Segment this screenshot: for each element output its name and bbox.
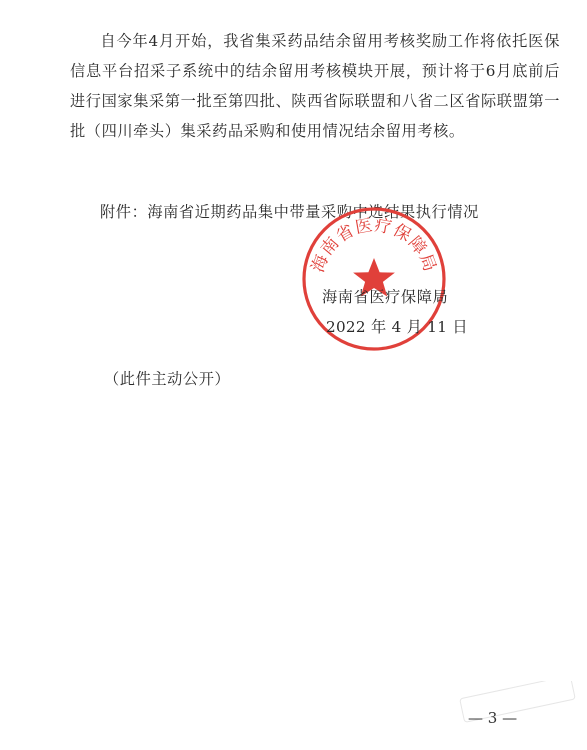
signature-organization: 海南省医疗保障局 xyxy=(322,288,449,306)
seal-text: 海南省医疗保障局 xyxy=(308,215,440,276)
signature-date: 2022 年 4 月 11 日 xyxy=(326,318,468,336)
disclosure-note: （此件主动公开） xyxy=(104,370,231,388)
page-number: — 3 — xyxy=(468,709,518,727)
body-paragraph: 自今年4月开始，我省集采药品结余留用考核奖励工作将依托医保信息平台招采子系统中的结余留用考核模块开展，预计将于6月底前后进行国家集采第一批至第四批、陕西省际联盟和八省二区省际联盟第一批（四川牵头）集采药品采购和使用情况结余留用考核。 xyxy=(70,32,560,140)
attachment-line: 附件：海南省近期药品集中带量采购中选结果执行情况 xyxy=(100,203,479,221)
